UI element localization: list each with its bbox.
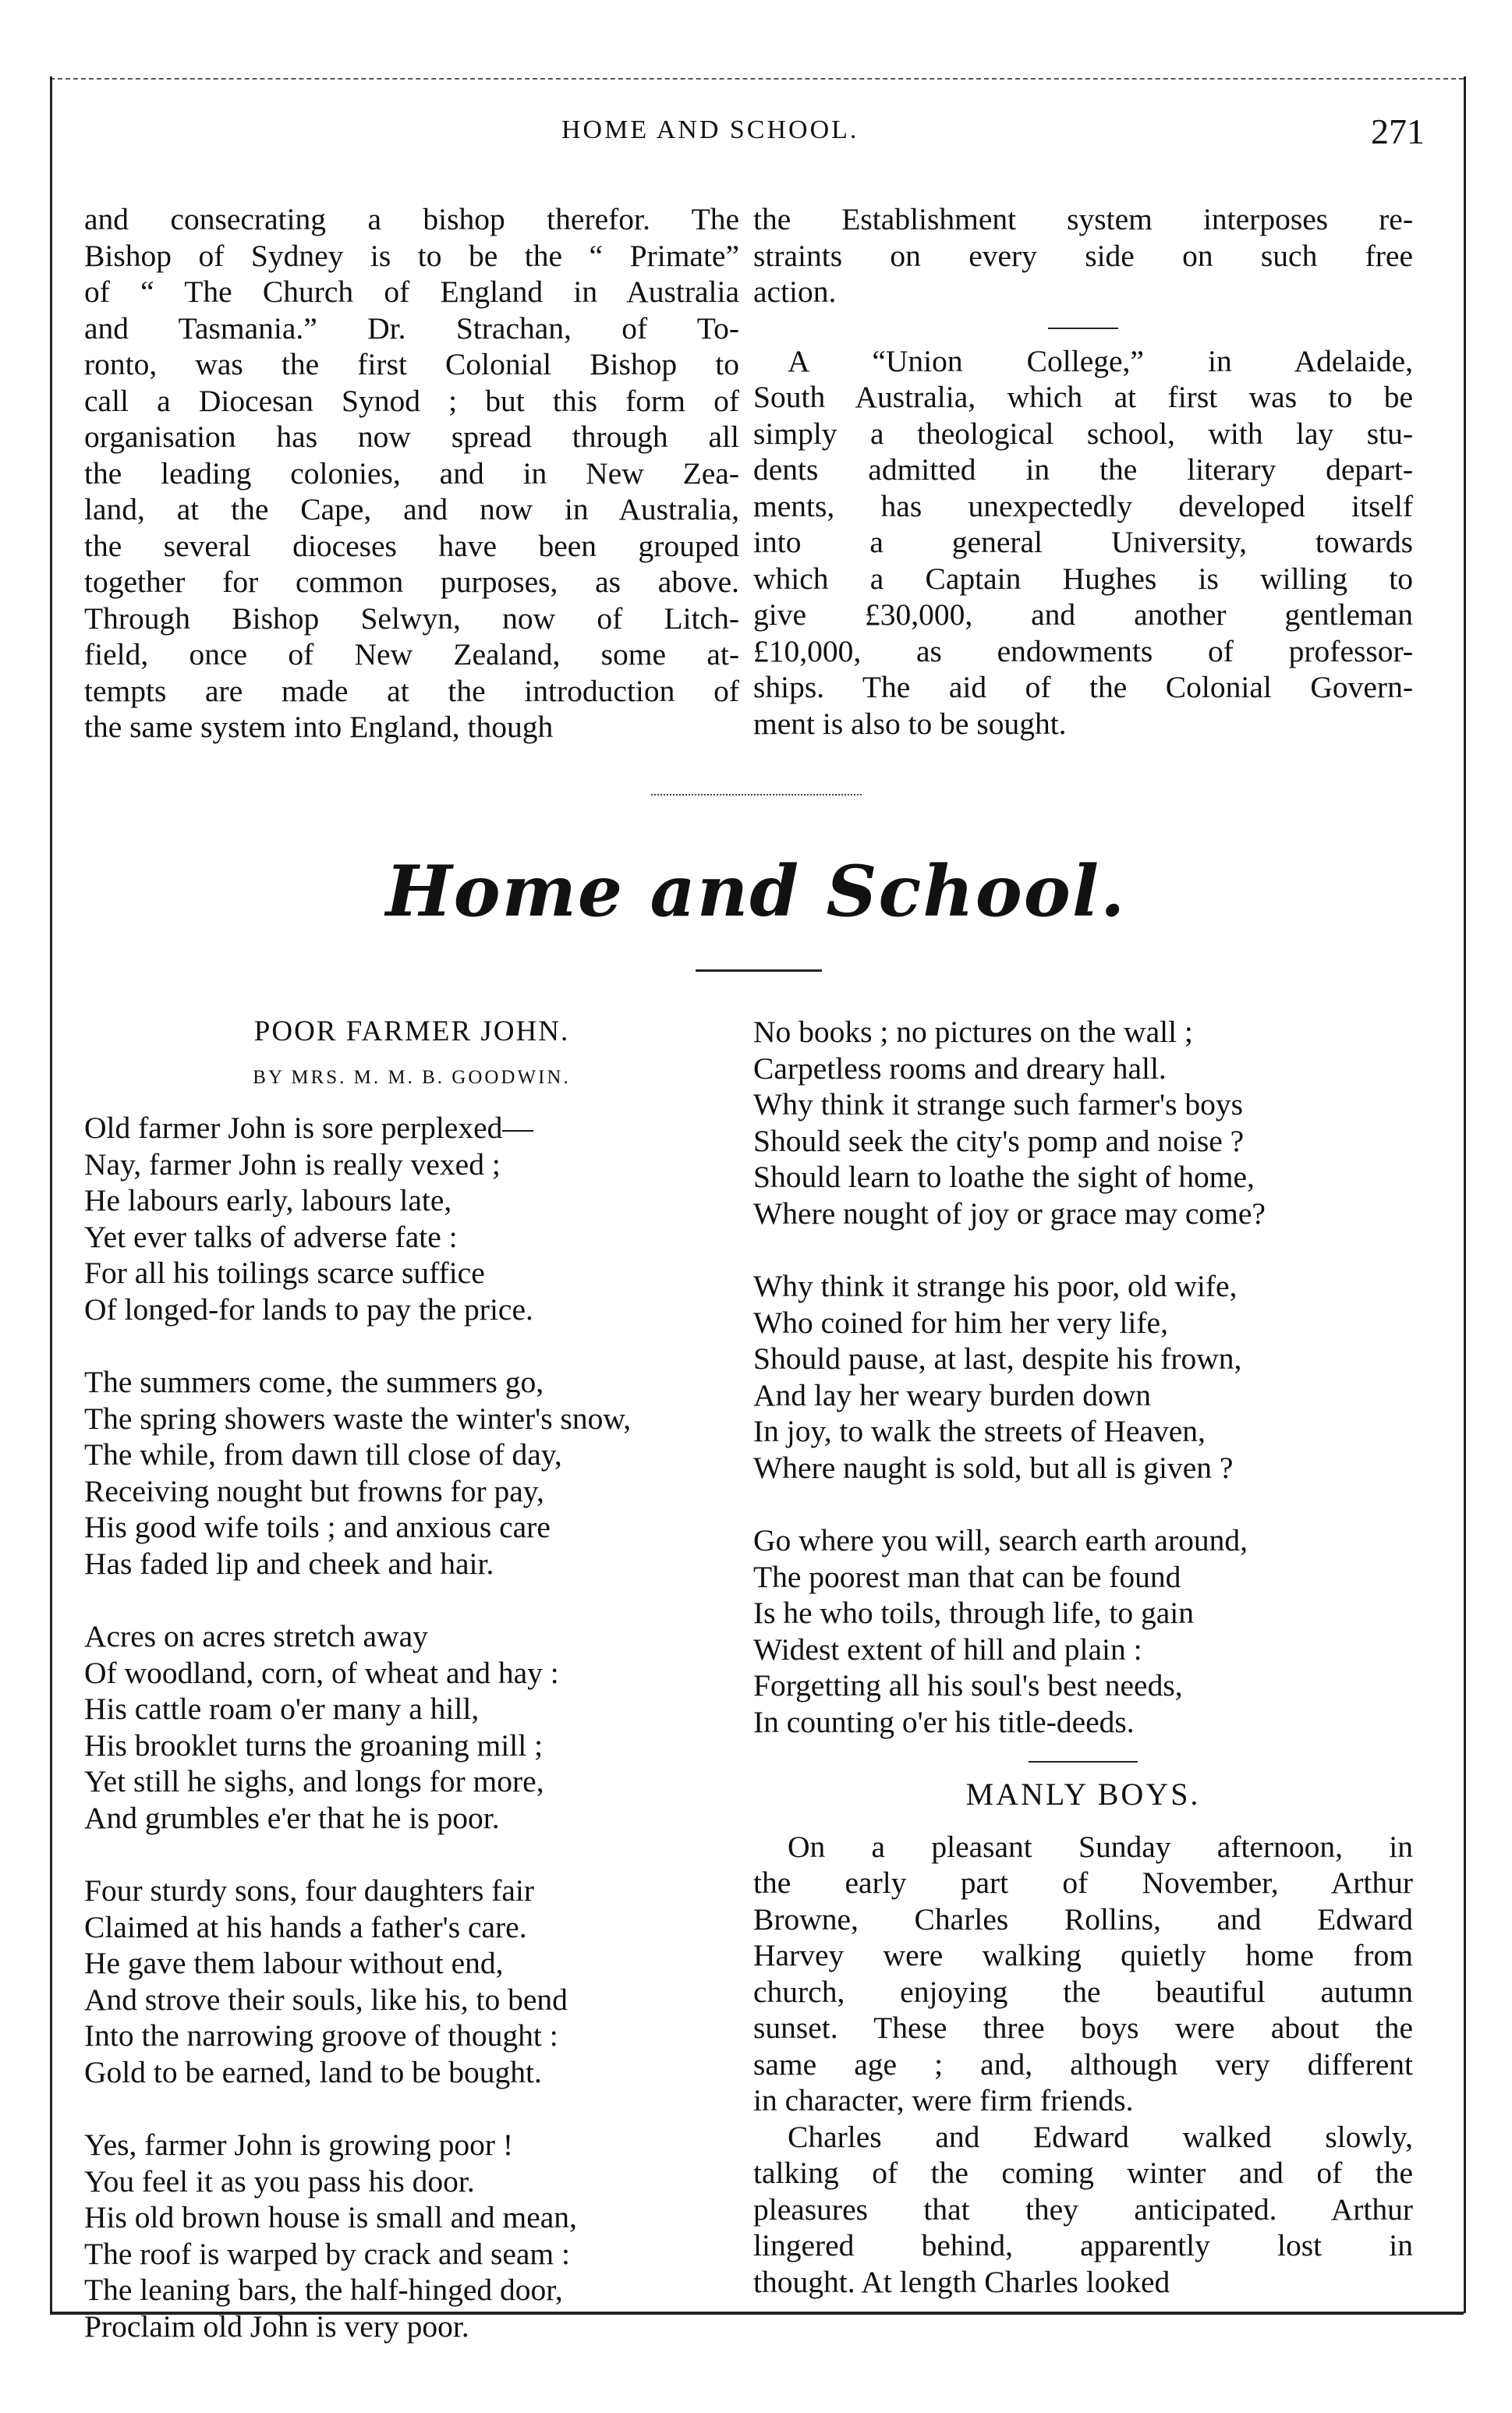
text-line: action. <box>753 275 837 309</box>
text-line: tempts are made at the introduction of <box>84 673 739 708</box>
poem-line: Nay, farmer John is really vexed ; <box>84 1146 501 1182</box>
text-line: straints on every side on such free <box>753 238 1413 273</box>
text-line: ronto, was the first Colonial Bishop to <box>84 347 739 381</box>
poem-line: Of woodland, corn, of wheat and hay : <box>84 1655 559 1690</box>
text-line: Charles and Edward walked slowly, <box>788 2119 1413 2154</box>
poem-line: The while, from dawn till close of day, <box>84 1437 562 1472</box>
text-line: On a pleasant Sunday afternoon, in <box>788 1829 1413 1864</box>
manly-boys-paragraph-1 <box>753 1829 1413 2119</box>
poem-line: Carpetless rooms and dreary hall. <box>753 1051 1167 1086</box>
poem-line: Yet ever talks of adverse fate : <box>84 1219 458 1254</box>
poem-line: And strove their souls, like his, to bend <box>84 1982 568 2017</box>
poem-line: The summers come, the summers go, <box>84 1365 544 1399</box>
poem-line: Yet still he sighs, and longs for more, <box>84 1764 544 1798</box>
poem-line: Into the narrowing groove of thought : <box>84 2018 558 2053</box>
poem-line: No books ; no pictures on the wall ; <box>753 1015 1193 1049</box>
poem-byline: BY MRS. M. M. B. GOODWIN. <box>253 1066 571 1088</box>
poem-stanza <box>84 2127 739 2344</box>
poem-line: The leaning bars, the half-hinged door, <box>84 2273 563 2307</box>
text-line: organisation has now spread through all <box>84 420 739 454</box>
poem-line: Gold to be earned, land to be bought. <box>84 2054 542 2089</box>
poem-line: And lay her weary burden down <box>753 1377 1152 1412</box>
article-continuation-left <box>84 201 739 746</box>
poem-line: Why think it strange such farmer's boys <box>753 1087 1244 1121</box>
poem-line: Where naught is sold, but all is given ? <box>753 1450 1234 1485</box>
poem-stanza <box>84 1618 739 1836</box>
poem-stanza <box>753 1014 1413 1231</box>
poem-line: Four sturdy sons, four daughters fair <box>84 1873 535 1908</box>
text-line: church, enjoying the beautiful autumn <box>753 1974 1413 2009</box>
section-title-rule <box>696 969 822 972</box>
text-line: give £30,000, and another gentleman <box>753 597 1413 632</box>
text-line: call a Diocesan Synod ; but this form of <box>84 383 739 418</box>
paragraph-establishment <box>753 201 1413 310</box>
text-line: Browne, Charles Rollins, and Edward <box>753 1901 1413 1936</box>
poem-line: He gave them labour without end, <box>84 1946 504 1980</box>
poem-line: Should pause, at last, despite his frown, <box>753 1341 1242 1376</box>
poem-right-column <box>753 1014 1413 2300</box>
poem-line: Widest extent of hill and plain : <box>753 1632 1142 1667</box>
text-line: the same system into England, though <box>84 710 554 744</box>
poem-line: His old brown house is small and mean, <box>84 2200 577 2234</box>
poem-stanza <box>753 1522 1413 1740</box>
text-line: the several dioceses have been grouped <box>84 528 739 563</box>
page-number: 271 <box>1371 112 1425 151</box>
text-line: thought. At length Charles looked <box>753 2264 1170 2299</box>
poem-line: Who coined for him her very life, <box>753 1305 1168 1340</box>
text-line: of “ The Church of England in Australia <box>84 275 739 309</box>
poem-line: You feel it as you pass his door. <box>84 2163 475 2199</box>
text-line: Harvey were walking quietly home from <box>753 1938 1413 1972</box>
text-line: the Establishment system interposes re- <box>753 202 1413 236</box>
paragraph-divider <box>1048 328 1118 329</box>
text-line: ships. The aid of the Colonial Govern- <box>753 670 1413 704</box>
poem-line: His good wife toils ; and anxious care <box>84 1510 551 1544</box>
poem-stanza <box>84 1110 739 1327</box>
ornamental-divider <box>651 794 862 806</box>
text-line: £10,000, as endowments of professor- <box>753 633 1413 668</box>
poem-line: In joy, to walk the streets of Heaven, <box>753 1414 1206 1448</box>
text-line: dents admitted in the literary depart- <box>753 452 1413 487</box>
article-continuation-right <box>753 201 1413 742</box>
poem-line: Receiving nought but frowns for pay, <box>84 1473 544 1508</box>
article-divider <box>1029 1761 1138 1763</box>
poem-stanza <box>84 1873 739 2090</box>
poem-left-column <box>84 1014 739 2381</box>
poem-line: The roof is warped by crack and seam : <box>84 2236 570 2271</box>
poem-line: His brooklet turns the groaning mill ; <box>84 1727 544 1763</box>
text-line: in character, were firm friends. <box>753 2083 1134 2117</box>
text-line: the leading colonies, and in New Zea- <box>84 455 739 491</box>
text-line: lingered behind, apparently lost in <box>753 2228 1413 2262</box>
manly-boys-title: MANLY BOYS. <box>965 1777 1201 1812</box>
text-line: pleasures that they anticipated. Arthur <box>753 2192 1413 2227</box>
poem-line: Where nought of joy or grace may come? <box>753 1196 1266 1231</box>
poem-line: He labours early, labours late, <box>84 1183 452 1217</box>
text-line: sunset. These three boys were about the <box>753 2011 1413 2045</box>
text-line: South Australia, which at first was to be <box>753 380 1413 414</box>
poem-stanza <box>753 1268 1413 1486</box>
text-line: A “Union College,” in Adelaide, <box>788 343 1413 378</box>
running-title: HOME AND SCHOOL. <box>561 115 859 144</box>
poem-line: And grumbles e'er that he is poor. <box>84 1800 500 1835</box>
poem-title: POOR FARMER JOHN. <box>253 1015 570 1047</box>
text-line: Bishop of Sydney is to be the “ Primate” <box>84 238 739 273</box>
poem-line: Old farmer John is sore perplexed— <box>84 1111 533 1145</box>
text-line: and consecrating a bishop therefor. The <box>84 202 739 236</box>
poem-stanza <box>84 1364 739 1582</box>
poem-line: Why think it strange his poor, old wife, <box>753 1269 1238 1303</box>
poem-line: His cattle roam o'er many a hill, <box>84 1692 480 1726</box>
poem-line: Go where you will, search earth around, <box>753 1523 1248 1557</box>
poem-line: In counting o'er his title-deeds. <box>753 1704 1135 1739</box>
manly-boys-paragraph-2 <box>753 2119 1413 2301</box>
poem-line: Is he who toils, through life, to gain <box>753 1596 1194 1630</box>
poem-line: Yes, farmer John is growing poor ! <box>84 2128 514 2162</box>
section-title: Home and School. <box>385 850 1127 933</box>
text-line: which a Captain Hughes is willing to <box>753 561 1413 596</box>
poem-line: Should seek the city's pomp and noise ? <box>753 1123 1245 1158</box>
text-line: simply a theological school, with lay stu- <box>753 416 1413 451</box>
text-line: same age ; and, although very different <box>753 2046 1413 2082</box>
text-line: ments, has unexpectedly developed itself <box>753 488 1413 523</box>
text-line: Through Bishop Selwyn, now of Litch- <box>84 601 739 636</box>
poem-line: For all his toilings scarce suffice <box>84 1256 485 1290</box>
text-line: talking of the coming winter and of the <box>753 2156 1413 2190</box>
poem-line: The spring showers waste the winter's snow, <box>84 1401 632 1436</box>
poem-stanzas-left <box>84 1110 739 2344</box>
poem-line: Claimed at his hands a father's care. <box>84 1909 527 1944</box>
text-line: land, at the Cape, and now in Australia, <box>84 492 739 526</box>
text-line: and Tasmania.” Dr. Strachan, of To- <box>84 310 739 345</box>
poem-line: Acres on acres stretch away <box>84 1619 428 1653</box>
poem-line: Of longed-for lands to pay the price. <box>84 1292 533 1327</box>
text-line: into a general University, towards <box>753 525 1413 559</box>
poem-line: Forgetting all his soul's best needs, <box>753 1668 1183 1703</box>
text-line: together for common purposes, as above. <box>84 565 739 599</box>
poem-stanzas-right <box>753 1014 1413 1740</box>
paragraph-union-college <box>753 343 1413 742</box>
text-line: field, once of New Zealand, some at- <box>84 637 739 671</box>
poem-line: Should learn to loathe the sight of home, <box>753 1160 1255 1194</box>
poem-line: The poorest man that can be found <box>753 1559 1181 1594</box>
poem-line: Proclaim old John is very poor. <box>84 2308 469 2344</box>
text-line: ment is also to be sought. <box>753 706 1067 741</box>
text-line: the early part of November, Arthur <box>753 1866 1413 1900</box>
poem-line: Has faded lip and cheek and hair. <box>84 1546 494 1581</box>
